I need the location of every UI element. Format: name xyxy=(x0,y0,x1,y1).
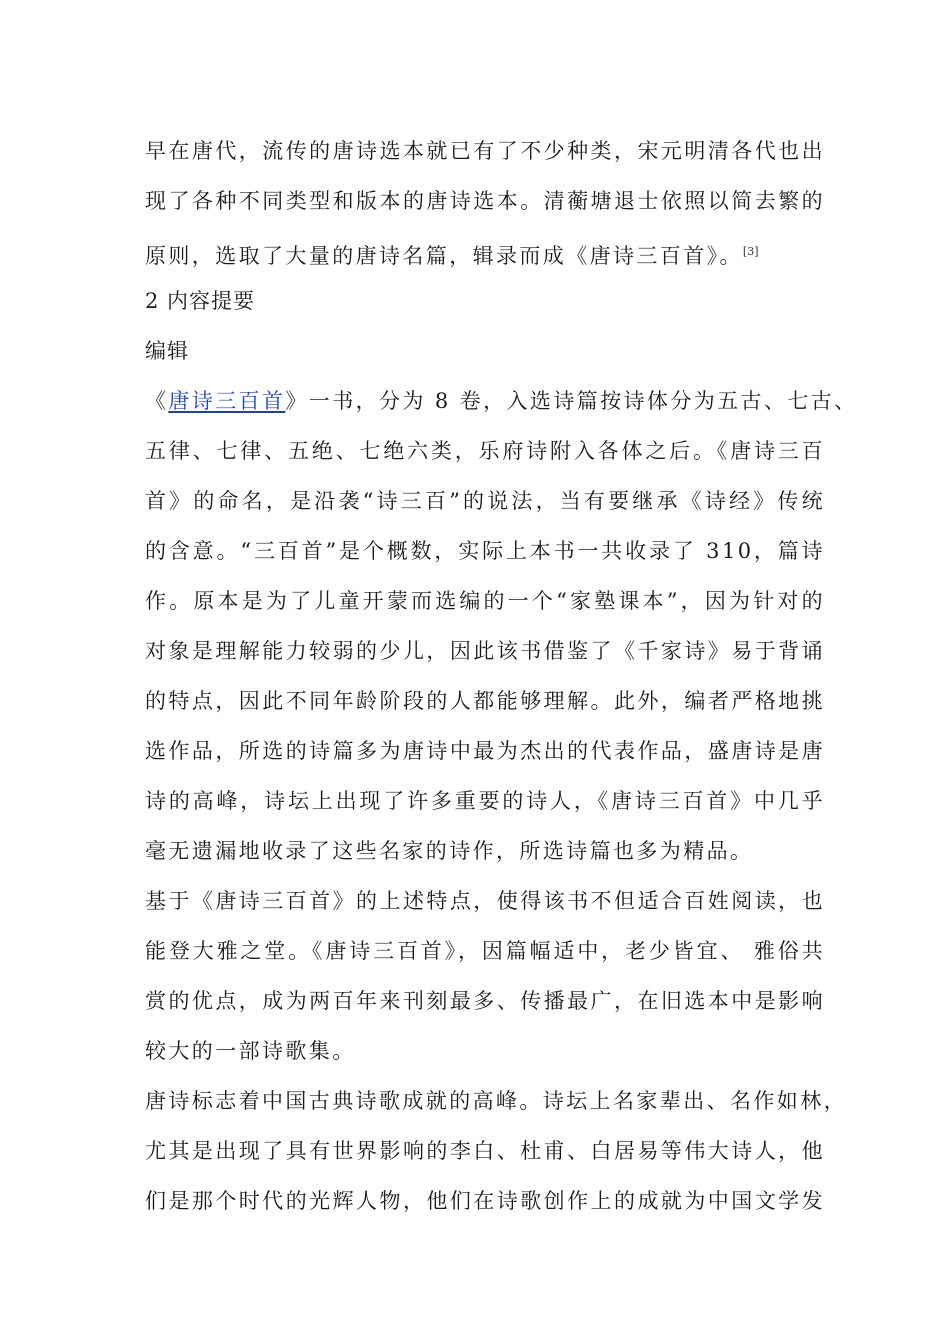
intro-line: 早在唐代，流传的唐诗选本就已有了不少种类，宋元明清各代也出 xyxy=(145,139,825,163)
summary-line: 对象是理解能力较弱的少儿，因此该书借鉴了《千家诗》易于背诵 xyxy=(145,639,825,663)
tang-poetry-line: 们是那个时代的光辉人物，他们在诗歌创作上的成就为中国文学发 xyxy=(145,1189,825,1213)
open-quote: 《 xyxy=(145,389,169,413)
features-line: 能登大雅之堂。《唐诗三百首》，因篇幅适中，老少皆宜、 雅俗共 xyxy=(145,939,825,963)
features-line: 基于《唐诗三百首》的上述特点，使得该书不但适合百姓阅读，也 xyxy=(145,889,825,913)
document-body xyxy=(145,133,858,1233)
summary-line: 毫无遗漏地收录了这些名家的诗作，所选诗篇也多为精品。 xyxy=(145,839,754,863)
summary-line: 的含意。“三百首”是个概数，实际上本书一共收录了 310，篇诗 xyxy=(145,539,825,563)
intro-paragraph xyxy=(145,133,825,283)
section-heading: 2 内容提要 xyxy=(145,289,256,313)
summary-paragraph xyxy=(145,383,858,883)
intro-line xyxy=(145,233,825,283)
summary-line: 作。原本是为了儿童开蒙而选编的一个“家塾课本”，因为针对的 xyxy=(145,589,825,613)
intro-line-text: 原则，选取了大量的唐诗名篇，辑录而成《唐诗三百首》。 xyxy=(145,244,743,268)
summary-line: 诗的高峰，诗坛上出现了许多重要的诗人，《唐诗三百首》中几乎 xyxy=(145,789,825,813)
tang-poetry-line: 唐诗标志着中国古典诗歌成就的高峰。诗坛上名家辈出、名作如林， xyxy=(145,1089,847,1113)
tang-poetry-paragraph xyxy=(145,1083,847,1233)
tang-poetry-line: 尤其是出现了具有世界影响的李白、杜甫、白居易等伟大诗人，他 xyxy=(145,1139,825,1163)
summary-line: 五律、七律、五绝、七绝六类，乐府诗附入各体之后。《唐诗三百 xyxy=(145,439,825,463)
edit-link[interactable]: 编辑 xyxy=(145,339,189,363)
summary-line: 选作品，所选的诗篇多为唐诗中最为杰出的代表作品，盛唐诗是唐 xyxy=(145,739,825,763)
citation-marker[interactable]: [3] xyxy=(742,245,759,258)
book-title-link[interactable]: 唐诗三百首 xyxy=(168,389,286,413)
summary-line xyxy=(145,383,858,433)
features-line: 较大的一部诗歌集。 xyxy=(145,1039,356,1063)
summary-line: 的特点，因此不同年龄阶段的人都能够理解。此外，编者严格地挑 xyxy=(145,689,825,713)
intro-line: 现了各种不同类型和版本的唐诗选本。清蘅塘退士依照以简去繁的 xyxy=(145,189,825,213)
features-line: 赏的优点，成为两百年来刊刻最多、传播最广，在旧选本中是影响 xyxy=(145,989,825,1013)
summary-line-text: 》一书，分为 8 卷，入选诗篇按诗体分为五古、七古、 xyxy=(285,389,858,413)
features-paragraph xyxy=(145,883,825,1083)
summary-line: 首》的命名，是沿袭“诗三百”的说法，当有要继承《诗经》传统 xyxy=(145,489,825,513)
